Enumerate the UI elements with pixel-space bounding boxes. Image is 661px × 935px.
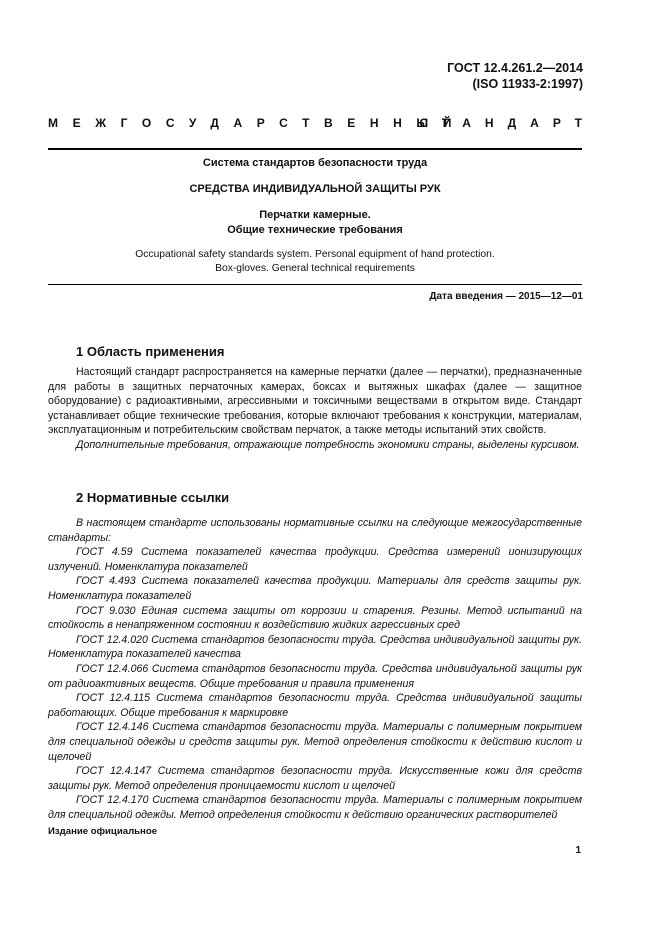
- section-1-heading: 1 Область применения: [76, 344, 225, 359]
- section-2-heading: 2 Нормативные ссылки: [76, 490, 230, 505]
- system-title: Система стандартов безопасности труда: [202, 157, 428, 169]
- main-title: СРЕДСТВА ИНДИВИДУАЛЬНОЙ ЗАЩИТЫ РУК: [189, 183, 441, 195]
- reference-item: ГОСТ 9.030 Единая система защиты от коррозии и старения. Резины. Метод испытаний на стойкость в ненапряженном состоянии к воздействию жидких агрессивных сред: [48, 604, 582, 632]
- english-title-line-1: Occupational safety standards system. Personal equipment of hand protection.: [135, 249, 495, 260]
- sub-title: [48, 208, 582, 238]
- reference-item: ГОСТ 12.4.170 Система стандартов безопасности труда. Материалы с полимерным покрытием для специальной одежды. Метод определения стойкости к действию органических растворителей: [48, 794, 582, 821]
- reference-item: ГОСТ 12.4.066 Система стандартов безопасности труда. Средства индивидуальной защиты рук от радиоактивных веществ. Общие требования и правила применения: [48, 662, 582, 690]
- english-title: [48, 248, 582, 276]
- paragraph: Настоящий стандарт распространяется на камерные перчатки (далее — перчатки), предназначенные для работы в защитных перчаточных камерах, боксах и вытяжных шкафах (далее — защитное оборудование) с радиоактивными, агрессивными и токсичными веществами в открытом виде. Стандарт устанавливает общие технические требования, которые включают требования к конструкции, материалам, эксплуатационным и потребительским свойствам перчаток, а также методы испытаний этих свойств.: [48, 366, 582, 437]
- iso-number: (ISO 11933-2:1997): [472, 77, 583, 91]
- english-title-line-2: Box-gloves. General technical requirements: [215, 263, 415, 274]
- reference-item: ГОСТ 4.59 Система показателей качества продукции. Средства измерений ионизирующих излучений. Номенклатура показателей: [48, 546, 582, 573]
- standard-number-block: [447, 60, 583, 92]
- header-divider: [48, 148, 582, 150]
- page-number: 1: [575, 845, 581, 856]
- reference-item: ГОСТ 4.493 Система показателей качества продукции. Материалы для средств защиты рук. Номенклатура показателей: [48, 575, 582, 602]
- reference-item: ГОСТ 12.4.147 Система стандартов безопасности труда. Искусственные кожи для средств защиты рук. Метод определения проницаемости кислот и щелочей: [48, 765, 582, 792]
- reference-item: ГОСТ 12.4.115 Система стандартов безопасности труда. Средства индивидуальной защиты работающих. Общие требования к маркировке: [48, 692, 582, 719]
- reference-item: ГОСТ 12.4.146 Система стандартов безопасности труда. Материалы с полимерным покрытием для специальной одежды и средств защиты рук. Метод определения стойкости к действию кислот и щелочей: [48, 721, 582, 763]
- official-edition-label: Издание официальное: [48, 826, 158, 837]
- title-divider: [48, 284, 582, 285]
- standard-banner: [48, 116, 596, 132]
- sub-title-line-2: Общие технические требования: [227, 224, 403, 236]
- banner-word-interstate: МЕЖГОСУДАРСТВЕННЫЙ: [48, 116, 466, 130]
- section-1-body: [48, 365, 582, 453]
- introduction-date: Дата введения — 2015—12—01: [429, 291, 583, 302]
- section-2-body: [48, 516, 582, 822]
- reference-item: ГОСТ 12.4.020 Система стандартов безопасности труда. Средства индивидуальной защиты рук. Номенклатура показателей качества: [48, 633, 582, 661]
- gost-number: ГОСТ 12.4.261.2—2014: [447, 61, 583, 75]
- banner-word-standard: СТАНДАРТ: [419, 116, 596, 130]
- paragraph-italic: Дополнительные требования, отражающие потребность экономики страны, выделены курсивом.: [76, 438, 580, 451]
- sub-title-line-1: Перчатки камерные.: [259, 209, 371, 221]
- references-intro: В настоящем стандарте использованы нормативные ссылки на следующие межгосударственные стандарты:: [48, 517, 582, 544]
